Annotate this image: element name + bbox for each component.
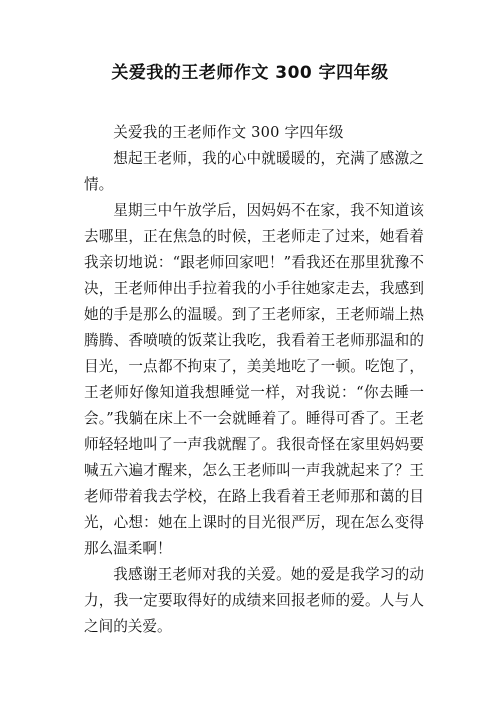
essay-paragraph-conclusion: 我感谢王老师对我的关爱。她的爱是我学习的动力，我一定要取得好的成绩来回报老师的爱。人与人之间的关爱。 bbox=[84, 566, 424, 635]
essay-paragraph-story: 星期三中午放学后，因妈妈不在家，我不知道该去哪里，正在焦急的时候，王老师走了过来，她看着我亲切地说：“跟老师回家吧！”看我还在那里犹豫不决，王老师伸出手拉着我的小手往她家走去，我感到她的手是那么的温暖。到了王老师家，王老师端上热腾腾、香喷喷的饭菜让我吃，我看着王老师那温和的目光，一点都不拘束了，美美地吃了一顿。吃饱了，王老师好像知道我想睡觉一样，对我说：“你去睡一会。”我躺在床上不一会就睡着了。睡得可香了。王老师轻轻地叫了一声我就醒了。我很奇怪在家里妈妈要喊五六遍才醒来，怎么王老师叫一声我就起来了？王老师带着我去学校，在路上我看着王老师那和蔼的目光，心想：她在上课时的目光很严厉，现在怎么变得那么温柔啊！ bbox=[84, 202, 424, 557]
page-title: 关爱我的王老师作文 300 字四年级 bbox=[111, 63, 389, 83]
essay-body bbox=[84, 120, 424, 640]
essay-paragraph-intro: 想起王老师，我的心中就暖暖的，充满了感激之情。 bbox=[84, 150, 424, 193]
essay-subtitle-paragraph: 关爱我的王老师作文 300 字四年级 bbox=[113, 124, 344, 141]
